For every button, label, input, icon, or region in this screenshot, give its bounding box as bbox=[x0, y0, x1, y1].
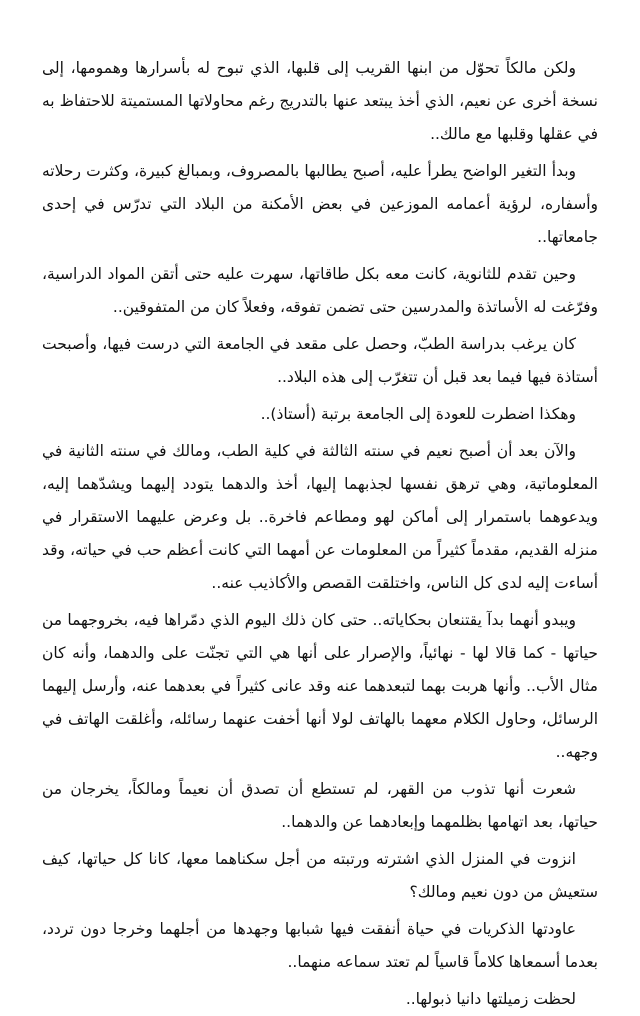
paragraph-3: وحين تقدم للثانوية، كانت معه بكل طاقاتها، سهرت عليه حتى أتقن المواد الدراسية، وفرّغت له الأساتذة والمدرسين حتى تضمن تفوقه، وفعلاً كان من المتفوقين.. bbox=[42, 265, 598, 316]
paragraph-10: عاودتها الذكريات في حياة أنفقت فيها شبابها وجهدها من أجلهما وخرجا دون تردد، بعدما أسمعاها كلاماً قاسياً لم تعتد سماعه منهما.. bbox=[42, 920, 598, 971]
paragraph-8: شعرت أنها تذوب من القهر، لم تستطع أن تصدق أن نعيماً ومالكاً، يخرجان من حياتها، بعد اتهامها بظلمهما وإبعادهما عن والدهما.. bbox=[42, 780, 598, 831]
paragraph-5: وهكذا اضطرت للعودة إلى الجامعة برتبة (أستاذ).. bbox=[260, 405, 576, 423]
paragraph-1: ولكن مالكاً تحوّل من ابنها القريب إلى قلبها، الذي تبوح له بأسرارها وهمومها، إلى نسخة أخرى عن نعيم، الذي أخذ يبتعد عنها بالتدريج رغم محاولاتها المستميتة للاحتفاظ به في عقلها وقلبها مع مالك.. bbox=[42, 59, 598, 143]
paragraph-7: ويبدو أنهما بدآ يقتنعان بحكاياته.. حتى كان ذلك اليوم الذي دمّراها فيه، بخروجهما من حياتها - كما قالا لها - نهائياً، والإصرار على أنها هي التي تجنّت على والدهما، وأنه كان مثال الأب.. وأنها هربت بهما لتبعدهما عنه وقد عانى كثيراً في بعدهما عنه، وأرسل إليهما الرسائل، وحاول الكلام معهما بالهاتف لولا أنها أخفت عنهما رسائله، وأغلقت الهاتف في وجهه.. bbox=[42, 611, 598, 761]
paragraph-4: كان يرغب بدراسة الطبّ، وحصل على مقعد في الجامعة التي درست فيها، وأصبحت أستاذة فيها فيما بعد قبل أن تتغرّب إلى هذه البلاد.. bbox=[42, 335, 598, 386]
document-page bbox=[42, 52, 598, 1008]
paragraph-6: والآن بعد أن أصبح نعيم في سنته الثالثة في كلية الطب، ومالك في سنته الثانية في المعلوماتية، وهي ترهق نفسها لجذبهما إليها، أخذ والدهما يتودد إليهما ويشدّهما إليه، ويدعوهما باستمرار إلى أماكن لهو ومطاعم فاخرة.. بل وعرض عليهما الاستقرار في منزله القديم، مقدماً كثيراً من المعلومات عن أمهما التي كانت أعظم حب في حياته، وقد أساءت إليه لدى كل الناس، واختلقت القصص والأكاذيب عنه.. bbox=[42, 442, 598, 592]
paragraph-2: وبدأ التغير الواضح يطرأ عليه، أصبح يطالبها بالمصروف، وبمبالغ كبيرة، وكثرت رحلاته وأسفاره، لرؤية أعمامه الموزعين في بعض الأمكنة من البلاد التي تدرّس في إحدى جامعاتها.. bbox=[42, 162, 598, 246]
paragraph-9: انزوت في المنزل الذي اشترته ورتبته من أجل سكناهما معها، كانا كل حياتها، كيف ستعيش من دون نعيم ومالك؟ bbox=[42, 850, 598, 901]
paragraph-11: لحظت زميلتها دانيا ذبولها.. bbox=[405, 990, 576, 1008]
